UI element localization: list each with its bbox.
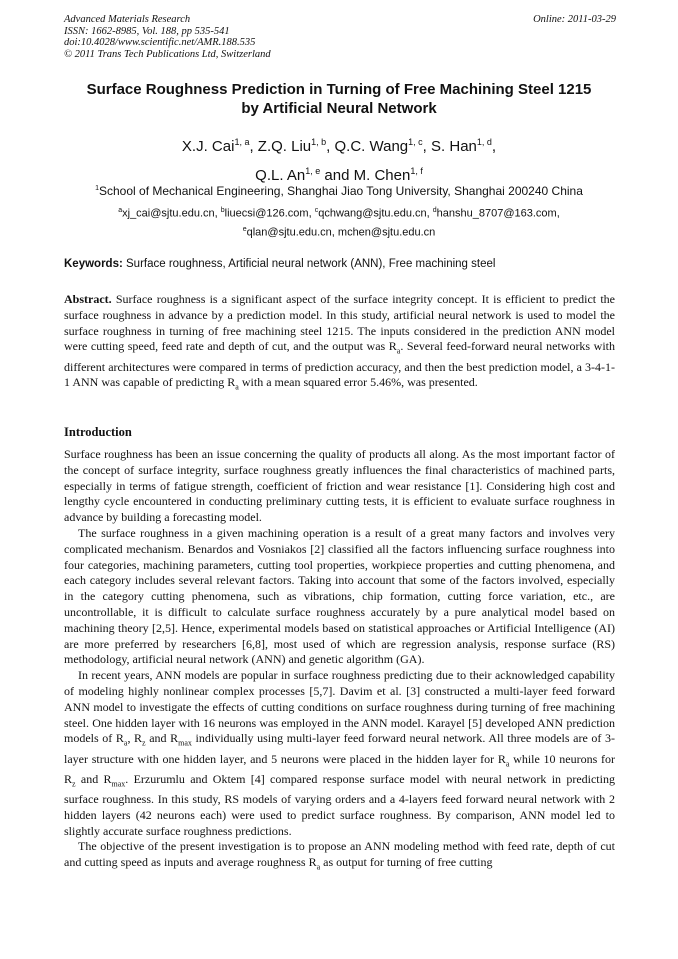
- email-link[interactable]: qchwang@sjtu.edu.cn: [318, 207, 427, 220]
- journal-issn: ISSN: 1662-8985, Vol. 188, pp 535-541: [64, 25, 230, 37]
- abstract: [64, 292, 615, 396]
- journal-doi: doi:10.4028/www.scientific.net/AMR.188.535: [64, 37, 256, 48]
- paragraph: The surface roughness in a given machining operation is a result of a great many factors and involves very complicated mechanism. Benardos and Vosniakos [2] classified all the factors influencing surface roughness into four categories, machining parameters, cutting tool properties, workpiece properties and cutting phenomena, and each category includes several relevant factors. Taking into account that some of the factors involved, especially in the category cutting phenomena, such as vibrations, chip formation, cutting force variation, etc., are uncontrollable, it is difficult to calculate surface roughness accurately by a pure analytical model based on machining theory [2,5]. Hence, experimental models based on statistical approaches or Artificial Intelligence (AI) are more preferred by researchers [6,8], most used of which are regression analysis, response surface (RS) methodology, artificial neural network (ANN) and genetic algorithm (GA).: [64, 525, 615, 667]
- paragraph-text: , R: [127, 731, 143, 746]
- author-sup: 1, b: [311, 137, 327, 147]
- keywords-label: Keywords:: [64, 258, 123, 270]
- paragraph: [64, 668, 615, 839]
- abstract-text: with a mean squared error 5.46%, was presented.: [238, 375, 478, 390]
- author-name: S. Han: [431, 138, 477, 155]
- paragraph: Surface roughness has been an issue concerning the quality of products all along. As the most important factor of the concept of surface integrity, surface roughness greatly influences the final characteristics of machined parts, especially in terms of fatigue strength, coefficient of friction and wear resistance [1]. Considering high cost and lengthy cycle encountered in conducting preliminary cutting tests, it is efficient to evaluate surface roughness in advance by building a forecasting model.: [64, 447, 615, 525]
- subscript: z: [142, 738, 146, 748]
- email-link[interactable]: qlan@sjtu.edu.cn: [246, 226, 332, 239]
- paragraph: [64, 839, 615, 875]
- email-sup: c: [314, 207, 319, 214]
- email-line-1: $^a$xj_cai@sjtu.edu.cn, $^b$liuecsi@126.com, $^c$qchwang@sjtu.edu.cn, $^d$hanshu_8707@163.com,: [118, 207, 560, 220]
- abstract-label: Abstract.: [64, 292, 112, 306]
- author-name: Q.L. An: [255, 167, 306, 184]
- author-list: [40, 130, 638, 188]
- subscript: a: [505, 758, 510, 768]
- affiliation: [40, 181, 638, 199]
- author-sup: 1, d: [476, 137, 492, 147]
- author-sup: 1, f: [410, 166, 423, 176]
- journal-copyright: © 2011 Trans Tech Publications Ltd, Switzerland: [64, 48, 271, 60]
- abstract-paragraph: [64, 292, 615, 396]
- email-link[interactable]: hanshu_8707@163.com: [436, 207, 557, 220]
- author-name: Q.C. Wang: [334, 138, 409, 155]
- journal-header: [64, 14, 616, 60]
- abstract-text: . Several feed-forward neural networks with different architectures were compared in terms of prediction accuracy, and then the best prediction model, a 3-4-1-1 ANN was capable of predicting R: [64, 339, 615, 390]
- subscript: z: [72, 779, 76, 789]
- author-name: Z.Q. Liu: [257, 138, 312, 155]
- affiliation-sup: 1: [95, 185, 99, 192]
- paper-title: [40, 80, 638, 118]
- paragraph-text: while 10 neurons for R: [64, 751, 615, 786]
- paragraph-text: individually using multi-layer feed forward neural network. All three models are of 3-layer structure with one hidden layer, and 5 neurons were placed in the hidden layer for R: [64, 731, 615, 766]
- subscript: a: [123, 738, 128, 748]
- email-sup: a: [118, 207, 123, 214]
- email-link[interactable]: liuecsi@126.com: [224, 207, 309, 220]
- author-sup: 1, a: [234, 137, 250, 147]
- paragraph-text: as output for turning of free cutting: [320, 855, 493, 870]
- journal-name: Advanced Materials Research: [64, 14, 191, 25]
- paragraph-text: . Erzurumlu and Oktem [4] compared response surface model with neural network in predicting surface roughness. In this study, RS models of varying orders and a 4-layers feed forward neural network with 2 hidden layers (42 neurons each) were used to predict surface roughness. By comparison, ANN model led to slightly accurate surface roughness predictions.: [64, 771, 615, 838]
- subscript: a: [235, 382, 239, 392]
- subscript: a: [396, 346, 401, 356]
- title-line-1: Surface Roughness Prediction in Turning of Free Machining Steel 1215: [86, 81, 592, 98]
- subscript: max: [178, 738, 192, 748]
- author-and: and: [324, 167, 350, 184]
- subscript: a: [316, 862, 321, 872]
- online-date: Online: 2011-03-29: [533, 14, 616, 25]
- paragraph-text: and R: [75, 771, 112, 786]
- introduction-body: [64, 447, 615, 875]
- abstract-text: Surface roughness is a significant aspect of the surface integrity concept. It is efficient to predict the surface roughness in advance by a prediction model. In this study, artificial neural network is used to model the surface roughness in turning of free machining steel 1215. The inputs considered in the prediction ANN model were cutting speed, feed rate and depth of cut, and the output was R: [64, 292, 615, 354]
- paragraph-text: and R: [145, 731, 179, 746]
- title-line-2: by Artificial Neural Network: [241, 100, 437, 117]
- keywords: [64, 257, 624, 271]
- paragraph-text: In recent years, ANN models are popular in surface roughness predicting due to their acknowledged capability of modeling highly nonlinear complex processes [5,7]. Davim et al. [3] constructed a multi-layer feed forward ANN model to investigate the effects of cutting conditions on surface roughness during turning of free machining steel. One hidden layer with 16 neurons was employed in the ANN model. Karayel [5] developed ANN prediction models of R: [64, 668, 615, 746]
- email-sup: e: [242, 225, 247, 233]
- section-heading-introduction: Introduction: [64, 425, 132, 439]
- email-sup: d: [432, 207, 437, 214]
- email-line-2: $^e$qlan@sjtu.edu.cn, mchen@sjtu.edu.cn: [242, 225, 436, 239]
- author-sup: 1, c: [408, 137, 423, 147]
- author-line-1: X.J. Cai$^{1, a}$, Z.Q. Liu$^{1, b}$, Q.C. Wang$^{1, c}$, S. Han$^{1, d}$,: [181, 137, 497, 155]
- subscript: max: [111, 779, 126, 789]
- keywords-text: Surface roughness, Artificial neural network (ANN), Free machining steel: [126, 258, 496, 270]
- email-list: [40, 203, 638, 240]
- email-link[interactable]: xj_cai@sjtu.edu.cn: [122, 207, 215, 220]
- paragraph-text: The objective of the present investigation is to propose an ANN modeling method with feed rate, depth of cut and cutting speed as inputs and average roughness R: [64, 839, 615, 870]
- email-sup: b: [220, 207, 225, 214]
- email-link[interactable]: mchen@sjtu.edu.cn: [337, 226, 436, 239]
- author-name: M. Chen: [353, 167, 411, 184]
- author-sup: 1, e: [305, 166, 321, 176]
- affiliation-text: School of Mechanical Engineering, Shanghai Jiao Tong University, Shanghai 200240 China: [99, 184, 583, 198]
- author-name: X.J. Cai: [181, 138, 235, 155]
